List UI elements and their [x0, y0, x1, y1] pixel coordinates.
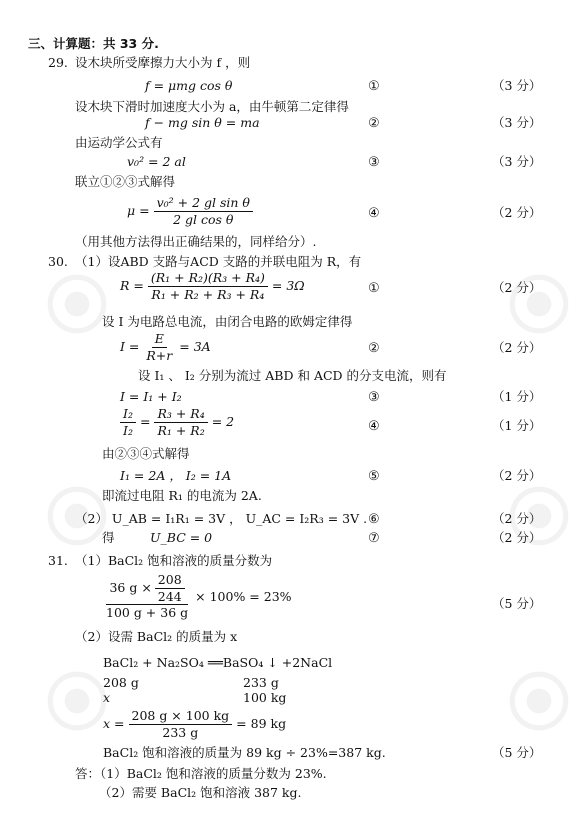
numerator: R₃ + R₄	[154, 408, 207, 423]
q31-part1: （1）BaCl₂ 饱和溶液的质量分数为	[75, 553, 273, 568]
numerator-part: 36 g ×	[109, 580, 152, 596]
eq-mark: ③	[368, 390, 380, 405]
section-title: 三、计算题：共 33 分.	[28, 36, 159, 51]
q30-eq5: I₁ = 2A ， I₂ = 1A	[120, 468, 232, 483]
q29-eq3: v₀² = 2 al	[127, 154, 186, 169]
q30-eqR	[120, 272, 305, 301]
eq-mark: ⑦	[368, 531, 380, 546]
q30-part2: （2） U_AB = I₁R₁ = 3V ， U_AC = I₂R₃ = 3V .	[75, 511, 368, 526]
q31-answer2: （2）需要 BaCl₂ 饱和溶液 387 kg.	[99, 785, 302, 800]
q31-reaction: BaCl₂ + Na₂SO₄ ══BaSO₄ ↓ +2NaCl	[103, 655, 333, 670]
eq-mark: ④	[368, 419, 380, 434]
score: （3 分）	[492, 78, 542, 93]
eq-mark: ②	[368, 116, 380, 131]
q31-x: x	[103, 690, 111, 705]
q29-number: 29.	[48, 55, 68, 70]
eq-rhs: × 100% = 23%	[195, 588, 292, 604]
fraction	[120, 408, 136, 437]
q30-number: 30.	[48, 254, 68, 269]
q29-desc4: 联立①②③式解得	[75, 174, 176, 189]
q31-x-formula	[103, 710, 286, 739]
score: （5 分）	[492, 596, 542, 611]
numerator: v₀² + 2 gl sin θ	[154, 197, 253, 212]
denominator: R₁ + R₂ + R₃ + R₄	[151, 286, 265, 302]
q31-part2: （2）设需 BaCl₂ 的质量为 x	[75, 629, 238, 644]
q31-mass1: 208 g	[103, 675, 139, 690]
q29-note: （用其他方法得出正确结果的，同样给分）.	[75, 234, 317, 249]
watermark-logo	[46, 268, 108, 340]
q30-eqI	[120, 333, 211, 362]
score: （2 分）	[492, 530, 542, 545]
inner-fraction	[155, 574, 185, 603]
eq-mark: ①	[368, 79, 380, 94]
q31-mass3: 100 kg	[243, 690, 287, 705]
score: （2 分）	[492, 468, 542, 483]
eq-rhs: = 3A	[179, 339, 211, 355]
q31-mass-fraction-formula	[103, 574, 292, 620]
q30-desc2: 设 I 为电路总电流，由闭合电路的欧姆定律得	[102, 314, 353, 329]
eq-lhs: x =	[103, 716, 125, 732]
score: （2 分）	[492, 280, 542, 295]
denominator: I₂	[123, 422, 133, 438]
denominator: 2 gl cos θ	[173, 211, 234, 227]
score: （3 分）	[492, 154, 542, 169]
score: （1 分）	[492, 418, 542, 433]
q31-number: 31.	[48, 553, 68, 568]
q31-mass-result: BaCl₂ 饱和溶液的质量为 89 kg ÷ 23%=387 kg.	[103, 745, 386, 760]
q29-desc3: 由运动学公式有	[75, 135, 163, 150]
equals-sign: =	[139, 414, 151, 430]
eq-lhs: I =	[120, 339, 140, 355]
eq-rhs: = 3Ω	[271, 278, 305, 294]
q30-conclusion: 即流过电阻 R₁ 的电流为 2A.	[102, 488, 262, 503]
q30-desc5: 由②③④式解得	[102, 446, 190, 461]
score: （5 分）	[492, 745, 542, 760]
eq-mark: ⑤	[368, 469, 380, 484]
eq-mark: ③	[368, 155, 380, 170]
eq-mark: ④	[368, 206, 380, 221]
q29-eq4	[127, 197, 253, 226]
q31-answer1: 答：（1）BaCl₂ 饱和溶液的质量分数为 23%.	[75, 766, 327, 781]
q29-eq1: f = μmg cos θ	[145, 78, 233, 93]
eq-rhs: = 2	[211, 414, 235, 430]
score: （2 分）	[492, 511, 542, 526]
denominator: 100 g + 36 g	[106, 605, 189, 620]
score: （2 分）	[492, 205, 542, 220]
numerator: (R₁ + R₂)(R₃ + R₄)	[148, 272, 268, 287]
watermark-logo	[46, 665, 111, 737]
score: （2 分）	[492, 340, 542, 355]
numerator: I₂	[120, 408, 136, 423]
eq-mark: ②	[368, 341, 380, 356]
eq-rhs: = 89 kg	[236, 716, 287, 732]
eq-lhs: μ =	[127, 203, 150, 219]
denominator: R+r	[146, 347, 173, 363]
q29-desc2: 设木块下滑时加速度大小为 a，由牛顿第二定律得	[75, 99, 349, 114]
q29-eq2: f − mg sin θ = ma	[145, 115, 260, 130]
inner-denominator: 244	[157, 588, 182, 604]
fraction	[129, 710, 233, 739]
q30-eq4	[120, 408, 234, 437]
watermark-logo	[508, 665, 570, 737]
eq-lhs: R =	[120, 278, 144, 294]
eq-mark: ①	[368, 281, 380, 296]
q29-intro: 设木块所受摩擦力大小为 f ，则	[75, 55, 251, 70]
fraction	[154, 197, 253, 226]
q30-de: 得	[102, 530, 115, 545]
inner-numerator: 208	[155, 574, 185, 589]
numerator	[106, 574, 187, 605]
numerator: 208 g × 100 kg	[129, 710, 233, 725]
q30-eq3: I = I₁ + I₂	[120, 389, 182, 404]
fraction	[148, 272, 268, 301]
fraction	[103, 574, 191, 620]
watermark-logo	[508, 268, 570, 340]
score: （3 分）	[492, 115, 542, 130]
denominator: R₁ + R₂	[157, 422, 205, 438]
q31-mass2: 233 g	[243, 675, 279, 690]
denominator: 233 g	[162, 724, 199, 740]
q30-desc3: 设 I₁ 、 I₂ 分别为流过 ABD 和 ACD 的分支电流，则有	[138, 368, 447, 383]
score: （1 分）	[492, 389, 542, 404]
fraction	[154, 408, 207, 437]
eq-mark: ⑥	[368, 512, 380, 527]
numerator: E	[152, 333, 167, 348]
q30-part1: （1）设ABD 支路与ACD 支路的并联电阻为 R，有	[75, 254, 362, 269]
q30-eq7: U_BC = 0	[150, 530, 213, 545]
fraction	[143, 333, 175, 362]
